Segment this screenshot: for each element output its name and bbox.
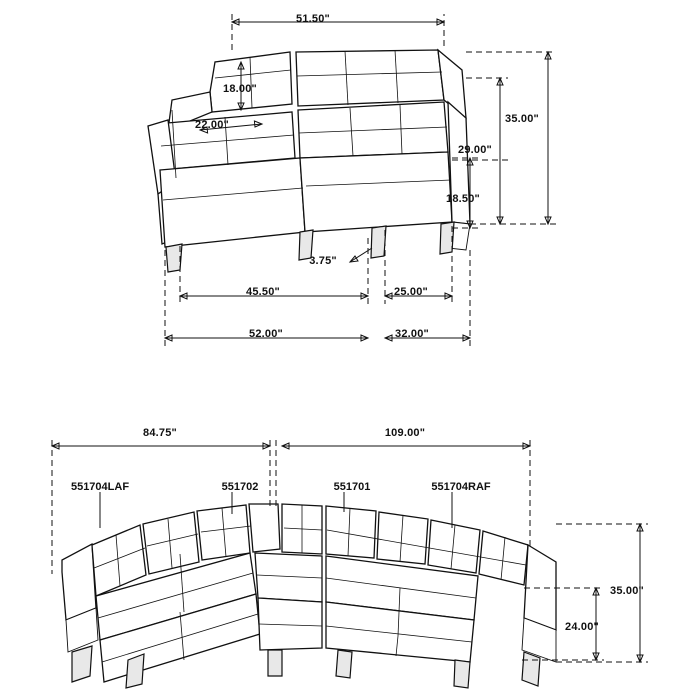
dimension-label-overall-depth: 32.00": [395, 328, 429, 340]
dimension-label-leg-height: 3.75": [309, 255, 337, 267]
dimension-label-left-section-width: 84.75": [143, 427, 177, 439]
dimension-label-right-section-width: 109.00": [384, 427, 426, 439]
part-number-armless: 551702: [221, 481, 259, 493]
dimension-label-seat-depth-upper: 22.00": [195, 119, 229, 131]
dimension-label-seat-depth-lower: 25.00": [394, 286, 428, 298]
dimension-label-sectional-back-height: 24.00": [565, 621, 599, 633]
sofa-illustration-top: [148, 50, 470, 272]
dimension-label-back-cushion-height: 18.00": [223, 83, 257, 95]
part-number-raf: 551704RAF: [431, 481, 491, 493]
dimension-label-back-height: 29.00": [458, 144, 492, 156]
dimension-label-overall-width: 52.00": [249, 328, 283, 340]
dimension-label-seat-width: 45.50": [246, 286, 280, 298]
part-number-corner: 551701: [333, 481, 371, 493]
dimension-label-seat-height: 18.50": [446, 193, 480, 205]
sectional-illustration: [62, 504, 556, 688]
dimension-label-overall-height: 35.00": [505, 113, 539, 125]
dimension-label-top-width: 51.50": [296, 13, 330, 25]
part-number-laf: 551704LAF: [70, 481, 130, 493]
dimension-label-sectional-height: 35.00": [610, 585, 644, 597]
